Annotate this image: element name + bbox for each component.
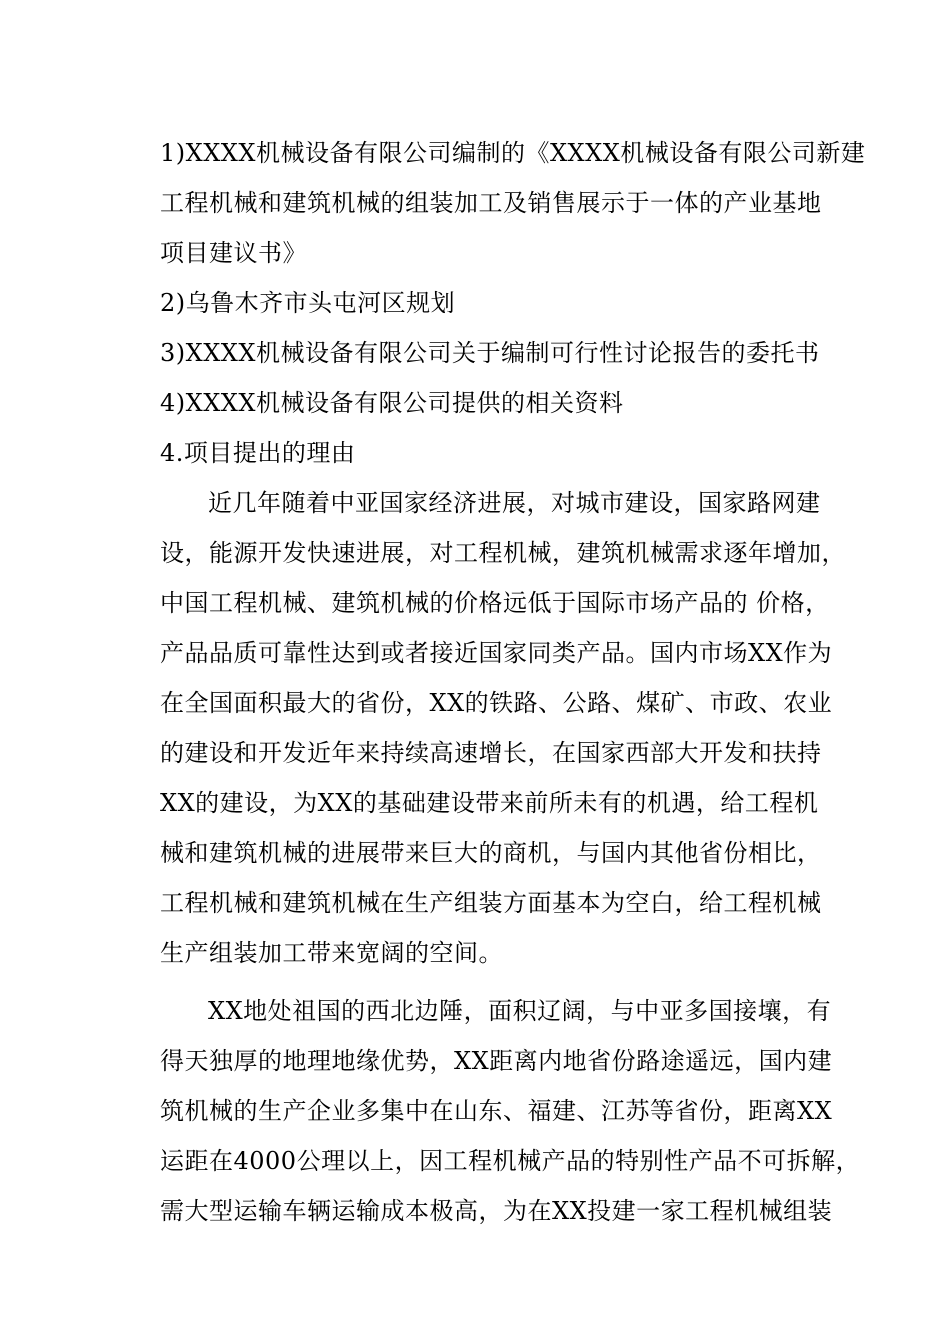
text-line: 3)XXXX机械设备有限公司关于编制可行性讨论报告的委托书 (160, 339, 820, 367)
text-line: 工程机械和建筑机械的组装加工及销售展示于一体的产业基地 (160, 189, 822, 217)
text-line: 工程机械和建筑机械在生产组装方面基本为空白，给工程机械 (160, 889, 822, 917)
text-line: 生产组装加工带来宽阔的空间。 (160, 939, 503, 967)
section-heading: 4.项目提出的理由 (160, 439, 356, 467)
document-body (160, 128, 872, 1236)
text-line: 得天独厚的地理地缘优势，XX距离内地省份路途遥远，国内建 (160, 1047, 833, 1075)
text-line: 1)XXXX机械设备有限公司编制的《XXXX机械设备有限公司新建 (160, 139, 866, 167)
text-line: 运距在4000公理以上，因工程机械产品的特别性产品不可拆解， (160, 1147, 861, 1175)
text-line: 近几年随着中亚国家经济进展，对城市建设，国家路网建 (208, 489, 821, 517)
text-line: XX的建设，为XX的基础建设带来前所未有的机遇，给工程机 (160, 789, 819, 817)
text-line: 中国工程机械、建筑机械的价格远低于国际市场产品的 价格， (160, 589, 830, 617)
text-line: 械和建筑机械的进展带来巨大的商机，与国内其他省份相比， (160, 839, 822, 867)
text-line: 4)XXXX机械设备有限公司提供的相关资料 (160, 389, 624, 417)
reference-item-3 (160, 328, 872, 378)
text-line: 项目建议书》 (160, 239, 307, 267)
reference-item-2 (160, 278, 872, 328)
reference-item-1 (160, 128, 872, 278)
text-line: 设，能源开发快速进展，对工程机械，建筑机械需求逐年增加， (160, 539, 846, 567)
text-line: 筑机械的生产企业多集中在山东、福建、江苏等省份，距离XX (160, 1097, 833, 1125)
reference-item-4 (160, 378, 872, 428)
text-line: 的建设和开发近年来持续高速增长，在国家西部大开发和扶持 (160, 739, 822, 767)
paragraph-gap (160, 978, 872, 986)
text-line: XX地处祖国的西北边陲，面积辽阔，与中亚多国接壤，有 (208, 997, 832, 1025)
paragraph-1 (160, 478, 872, 978)
text-line: 需大型运输车辆运输成本极高，为在XX投建一家工程机械组装 (160, 1197, 833, 1225)
text-line: 产品品质可靠性达到或者接近国家同类产品。国内市场XX作为 (160, 639, 833, 667)
text-line: 2)乌鲁木齐市头屯河区规划 (160, 289, 456, 317)
text-line: 在全国面积最大的省份，XX的铁路、公路、煤矿、市政、农业 (160, 689, 833, 717)
paragraph-2 (160, 986, 872, 1236)
